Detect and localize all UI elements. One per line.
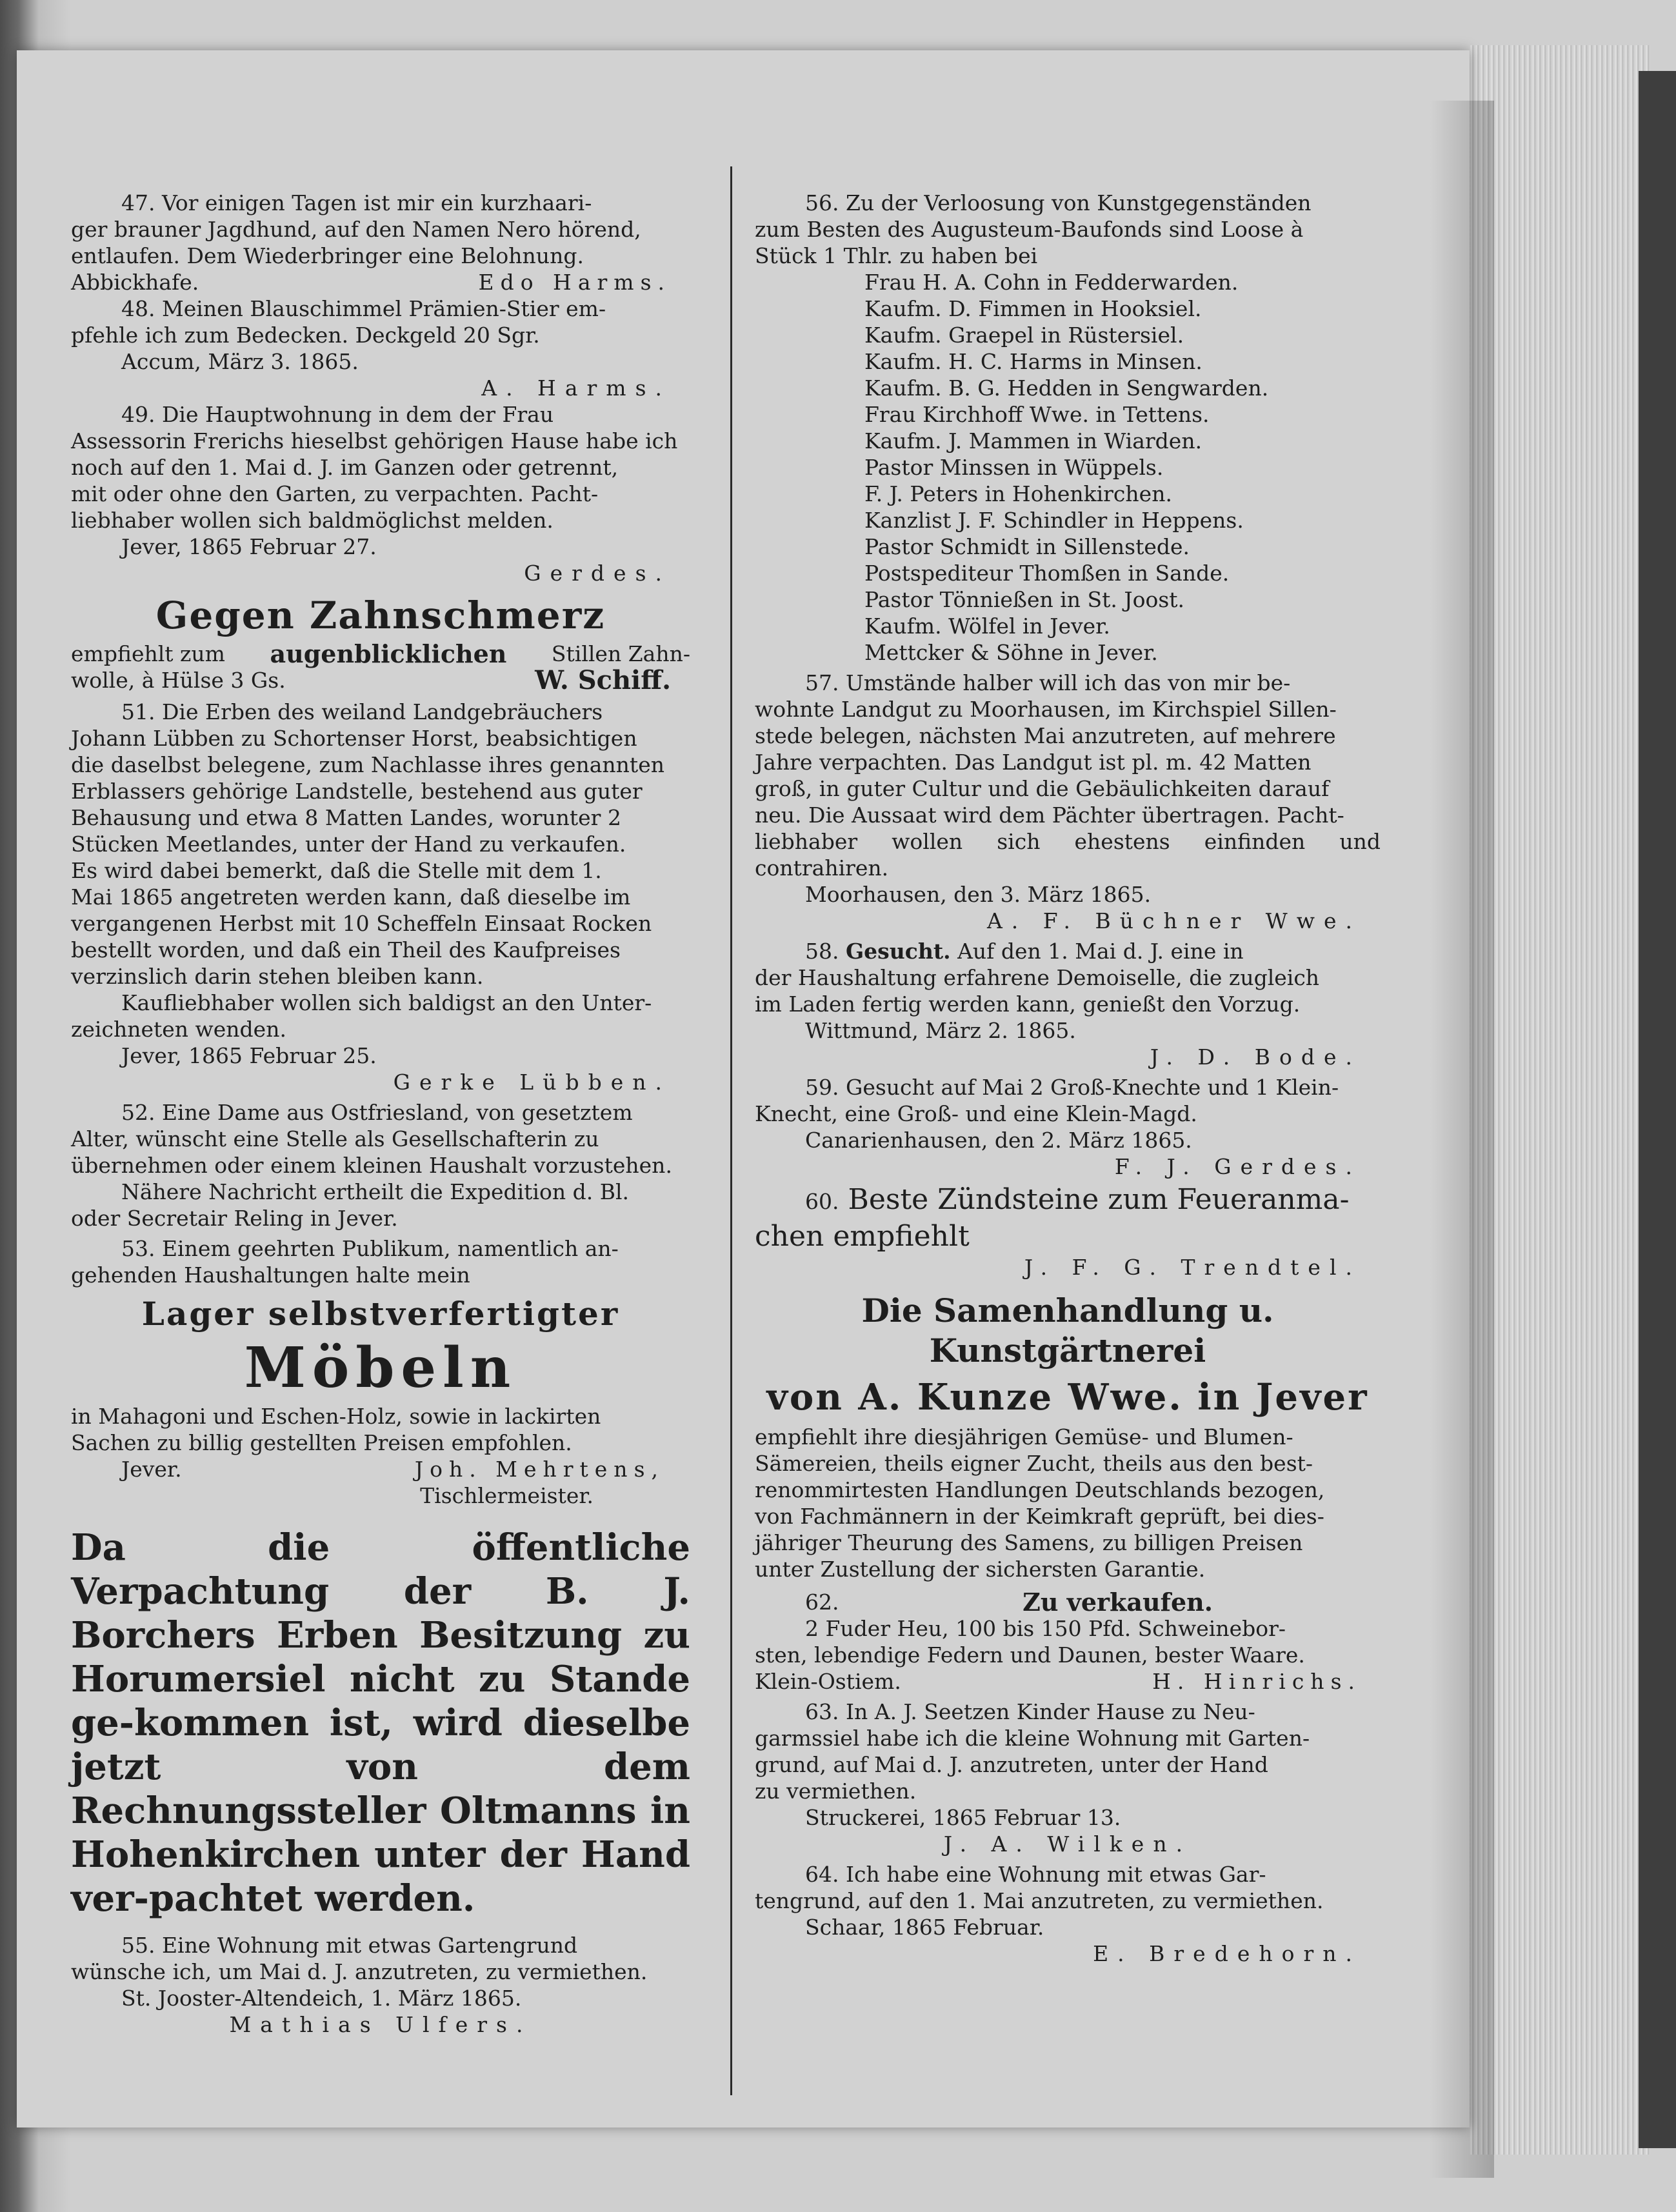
book-cover-edge bbox=[1639, 71, 1676, 2148]
list-item: Kaufm. H. C. Harms in Minsen. bbox=[864, 349, 1202, 374]
ad-61 bbox=[755, 1291, 1381, 1582]
ad-line: sten, lebendige Federn und Daunen, bester Waare. bbox=[755, 1642, 1305, 1668]
list-item: Postspediteur Thomßen in Sande. bbox=[864, 561, 1230, 586]
ad-text: Stillen Zahn- bbox=[551, 641, 690, 666]
ad-line: zeichneten wenden. bbox=[71, 1017, 286, 1042]
ad-line: oder Secretair Reling in Jever. bbox=[71, 1206, 398, 1231]
ad-line: 47. Vor einigen Tagen ist mir ein kurzhaari- bbox=[121, 190, 592, 215]
binding-shadow bbox=[1430, 101, 1494, 2178]
ad-line: unter Zustellung der sichersten Garantie. bbox=[755, 1557, 1206, 1582]
ad-line: 56. Zu der Verloosung von Kunstgegenständen bbox=[805, 190, 1312, 215]
ad-line: chen empfiehlt bbox=[755, 1220, 970, 1253]
ad-line: ger brauner Jagdhund, auf den Namen Nero hörend, bbox=[71, 217, 641, 242]
ad-line: die daselbst belegene, zum Nachlasse ihres genannten bbox=[71, 752, 664, 777]
ad-line: Struckerei, 1865 Februar 13. bbox=[805, 1805, 1121, 1830]
ad-signer: Gerdes. bbox=[524, 561, 671, 586]
ad-line: übernehmen oder einem kleinen Haushalt vorzustehen. bbox=[71, 1153, 672, 1178]
ad-line: verzinslich darin stehen bleiben kann. bbox=[71, 964, 484, 989]
ad-line: 52. Eine Dame aus Ostfriesland, von gesetztem bbox=[121, 1100, 633, 1125]
ad-line: bestellt worden, und daß ein Theil des Kaufpreises bbox=[71, 937, 621, 962]
ad-signature-row bbox=[71, 1456, 690, 1482]
ad-line: Alter, wünscht eine Stelle als Gesellschafterin zu bbox=[71, 1126, 599, 1151]
ad-line: Stücken Meetlandes, unter der Hand zu verkaufen. bbox=[71, 832, 626, 857]
ad-signer: J. F. G. Trendtel. bbox=[1024, 1255, 1361, 1280]
ad-line: Accum, März 3. 1865. bbox=[121, 349, 359, 374]
ad-line: in Mahagoni und Eschen-Holz, sowie in lackirten bbox=[71, 1404, 601, 1429]
ad-line: noch auf den 1. Mai d. J. im Ganzen oder getrennt, bbox=[71, 455, 619, 480]
ad-line: empfiehlt ihre diesjährigen Gemüse- und Blumen- bbox=[755, 1424, 1293, 1450]
list-item: Pastor Schmidt in Sillenstede. bbox=[864, 534, 1190, 559]
ad-line: zum Besten des Augusteum-Baufonds sind Loose à bbox=[755, 217, 1304, 242]
ad-heading: Gegen Zahnschmerz bbox=[155, 593, 606, 637]
ad-54-notice: Da die öffentliche Verpachtung der B. J. Borchers Erben Besitzung zu Horumersiel nicht zu Stande ge-kommen ist, wird dieselbe jetzt von dem Rechnungssteller Oltmanns in Hohenkirchen unter der Hand ver-pachtet werden. bbox=[71, 1526, 690, 1920]
ad-line: Kaufliebhaber wollen sich baldigst an den Unter- bbox=[121, 990, 652, 1015]
ad-place: Klein-Ostiem. bbox=[755, 1669, 901, 1694]
ad-47 bbox=[71, 190, 690, 295]
list-item: Pastor Tönnießen in St. Joost. bbox=[864, 587, 1185, 612]
ad-line: Mai 1865 angetreten werden kann, daß dieselbe im bbox=[71, 884, 631, 910]
ad-line: Moorhausen, den 3. März 1865. bbox=[805, 882, 1152, 907]
list-item: Pastor Minssen in Wüppels. bbox=[864, 455, 1164, 480]
list-item: Mettcker & Söhne in Jever. bbox=[864, 640, 1158, 665]
ad-emphasis: augenblicklichen bbox=[270, 639, 507, 668]
ad-line: der Haushaltung erfahrene Demoiselle, die zugleich bbox=[755, 965, 1320, 990]
ad-line: entlaufen. Dem Wiederbringer eine Belohnung. bbox=[71, 243, 584, 268]
ad-58 bbox=[755, 938, 1381, 1070]
list-item: Frau H. A. Cohn in Fedderwarden. bbox=[864, 270, 1239, 295]
ad-signer: A. F. Büchner Wwe. bbox=[986, 908, 1361, 933]
ad-line: zu vermiethen. bbox=[755, 1779, 917, 1804]
ad-line: Jever, 1865 Februar 25. bbox=[121, 1043, 377, 1068]
ad-53 bbox=[71, 1235, 690, 1509]
ad-line: Knecht, eine Groß- und eine Klein-Magd. bbox=[755, 1101, 1197, 1126]
ad-line: 49. Die Hauptwohnung in dem der Frau bbox=[121, 402, 554, 427]
ad-heading: Zu verkaufen. bbox=[1023, 1588, 1213, 1617]
ad-51 bbox=[71, 699, 690, 1095]
left-column bbox=[71, 190, 690, 2038]
ad-signer: J. D. Bode. bbox=[1150, 1044, 1361, 1070]
ad-heading: Die Samenhandlung u. Kunstgärtnerei bbox=[861, 1291, 1274, 1370]
seller-list bbox=[755, 269, 1381, 666]
ad-55 bbox=[71, 1932, 690, 2038]
ad-line: pfehle ich zum Bedecken. Deckgeld 20 Sgr. bbox=[71, 323, 540, 348]
ad-signer: E. Bredehorn. bbox=[1093, 1941, 1361, 1966]
list-item: Kaufm. D. Fimmen in Hooksiel. bbox=[864, 296, 1202, 321]
ad-48 bbox=[71, 295, 690, 401]
ad-signer-title: Tischlermeister. bbox=[420, 1483, 594, 1508]
ad-signer: A. Harms. bbox=[481, 375, 671, 401]
ad-line bbox=[71, 641, 690, 667]
ad-signer: J. A. Wilken. bbox=[943, 1831, 1192, 1857]
ad-59 bbox=[755, 1074, 1381, 1180]
book-page-edges bbox=[1470, 45, 1650, 2155]
ad-line: Nähere Nachricht ertheilt die Expedition d. Bl. bbox=[121, 1179, 629, 1204]
ad-line: Johann Lübben zu Schortenser Horst, beabsichtigen bbox=[71, 726, 637, 751]
list-item: Kaufm. Graepel in Rüstersiel. bbox=[864, 323, 1184, 348]
right-column bbox=[755, 190, 1381, 1967]
ad-line: 57. Umstände halber will ich das von mir be- bbox=[805, 670, 1291, 695]
ad-signer: Edo Harms. bbox=[478, 270, 671, 295]
ad-line: renommirtesten Handlungen Deutschlands bezogen, bbox=[755, 1477, 1325, 1502]
ad-line: liebhaber wollen sich ehestens einfinden und contrahiren. bbox=[755, 829, 1381, 881]
ad-line bbox=[755, 1182, 1381, 1219]
ad-line: wünsche ich, um Mai d. J. anzutreten, zu vermiethen. bbox=[71, 1959, 648, 1984]
ad-place: Abbickhafe. bbox=[71, 270, 199, 295]
ad-signer: F. J. Gerdes. bbox=[1114, 1154, 1361, 1179]
ad-number: 60. bbox=[805, 1189, 839, 1214]
ad-number: 58. bbox=[805, 939, 839, 964]
ad-line: stede belegen, nächsten Mai anzutreten, auf mehrere bbox=[755, 723, 1336, 748]
ad-line: 53. Einem geehrten Publikum, namentlich an- bbox=[121, 1236, 619, 1261]
ad-line: Assessorin Frerichs hieselbst gehörigen Hause habe ich bbox=[71, 428, 678, 453]
ad-signer: Gerke Lübben. bbox=[393, 1070, 671, 1095]
ad-line: im Laden fertig werden kann, genießt den Vorzug. bbox=[755, 991, 1301, 1017]
ad-signer: H. Hinrichs. bbox=[1152, 1669, 1361, 1694]
ad-line: Es wird dabei bemerkt, daß die Stelle mit dem 1. bbox=[71, 858, 602, 883]
ad-line: Wittmund, März 2. 1865. bbox=[805, 1018, 1076, 1043]
ad-heading: Lager selbstverfertigter bbox=[141, 1295, 620, 1333]
ad-60 bbox=[755, 1182, 1381, 1280]
ad-line: gehenden Haushaltungen halte mein bbox=[71, 1262, 470, 1288]
ad-place: Jever. bbox=[121, 1457, 182, 1482]
ad-63 bbox=[755, 1699, 1381, 1857]
ad-line: Canarienhausen, den 2. März 1865. bbox=[805, 1128, 1192, 1153]
ad-line: 55. Eine Wohnung mit etwas Gartengrund bbox=[121, 1933, 578, 1958]
list-item: Kaufm. Wölfel in Jever. bbox=[864, 613, 1110, 639]
ad-line: Jever, 1865 Februar 27. bbox=[121, 534, 377, 559]
ad-line: Sämereien, theils eigner Zucht, theils aus den best- bbox=[755, 1451, 1313, 1476]
ad-line: mit oder ohne den Garten, zu verpachten. Pacht- bbox=[71, 481, 599, 506]
ad-56 bbox=[755, 190, 1381, 666]
ad-line: Sachen zu billig gestellten Preisen empfohlen. bbox=[71, 1430, 572, 1455]
ad-line: 59. Gesucht auf Mai 2 Groß-Knechte und 1 Klein- bbox=[805, 1075, 1339, 1100]
ad-line: grund, auf Mai d. J. anzutreten, unter der Hand bbox=[755, 1752, 1268, 1777]
ad-text: wolle, à Hülse 3 Gs. bbox=[71, 668, 286, 693]
ad-line: groß, in guter Cultur und die Gebäulichkeiten darauf bbox=[755, 776, 1330, 801]
ad-line: neu. Die Aussaat wird dem Pächter übertragen. Pacht- bbox=[755, 802, 1344, 828]
ad-heading-large: von A. Kunze Wwe. in Jever bbox=[766, 1376, 1369, 1419]
ad-line: vergangenen Herbst mit 10 Scheffeln Einsaat Rocken bbox=[71, 911, 652, 936]
ad-signer: Mathias Ulfers. bbox=[229, 2012, 532, 2037]
ad-line: von Fachmännern in der Keimkraft geprüft, bei dies- bbox=[755, 1504, 1324, 1529]
ad-line: Jahre verpachten. Das Landgut ist pl. m. 42 Matten bbox=[755, 750, 1312, 775]
ad-line: Behausung und etwa 8 Matten Landes, worunter 2 bbox=[71, 805, 621, 830]
list-item: Kaufm. B. G. Hedden in Sengwarden. bbox=[864, 375, 1269, 401]
ad-line: 51. Die Erben des weiland Landgebräuchers bbox=[121, 699, 603, 724]
column-divider bbox=[730, 166, 732, 2095]
ad-emphasis: Gesucht. bbox=[845, 939, 951, 964]
ad-line: 63. In A. J. Seetzen Kinder Hause zu Neu- bbox=[805, 1699, 1255, 1724]
list-item: Kaufm. J. Mammen in Wiarden. bbox=[864, 428, 1202, 453]
ad-signer: Joh. Mehrtens, bbox=[414, 1457, 664, 1482]
ad-line: Schaar, 1865 Februar. bbox=[805, 1915, 1044, 1940]
ad-signature-row bbox=[71, 269, 690, 295]
ad-number: 62. bbox=[805, 1589, 839, 1615]
ad-line: Erblassers gehörige Landstelle, bestehend aus guter bbox=[71, 779, 643, 804]
ad-line: garmssiel habe ich die kleine Wohnung mit Garten- bbox=[755, 1726, 1310, 1751]
ad-text: Auf den 1. Mai d. J. eine in bbox=[957, 939, 1244, 964]
ad-line bbox=[755, 938, 1381, 964]
ad-line bbox=[755, 1589, 1381, 1615]
ad-57 bbox=[755, 670, 1381, 934]
ad-line: tengrund, auf den 1. Mai anzutreten, zu vermiethen. bbox=[755, 1888, 1324, 1913]
ad-signature-row bbox=[755, 1668, 1381, 1695]
ad-52 bbox=[71, 1099, 690, 1231]
ad-text: empfiehlt zum bbox=[71, 641, 225, 666]
ad-line: 48. Meinen Blauschimmel Prämien-Stier em- bbox=[121, 296, 606, 321]
ad-text: Beste Zündsteine zum Feueranma- bbox=[848, 1183, 1350, 1216]
ad-line: 64. Ich habe eine Wohnung mit etwas Gar- bbox=[805, 1862, 1266, 1887]
list-item: Frau Kirchhoff Wwe. in Tettens. bbox=[864, 402, 1210, 427]
ad-line: Stück 1 Thlr. zu haben bei bbox=[755, 243, 1038, 268]
list-item: F. J. Peters in Hohenkirchen. bbox=[864, 481, 1172, 506]
ad-line: liebhaber wollen sich baldmöglichst melden. bbox=[71, 508, 554, 533]
ad-line: wohnte Landgut zu Moorhausen, im Kirchspiel Sillen- bbox=[755, 697, 1337, 722]
ad-62 bbox=[755, 1589, 1381, 1695]
ad-line: St. Jooster-Altendeich, 1. März 1865. bbox=[121, 1986, 522, 2011]
ad-49 bbox=[71, 401, 690, 586]
ad-50 bbox=[71, 593, 690, 693]
ad-line: 2 Fuder Heu, 100 bis 150 Pfd. Schweinebor- bbox=[805, 1616, 1286, 1641]
ad-64 bbox=[755, 1861, 1381, 1967]
ad-line: jähriger Theurung des Samens, zu billigen Preisen bbox=[755, 1530, 1303, 1555]
list-item: Kanzlist J. F. Schindler in Heppens. bbox=[864, 508, 1244, 533]
ad-heading-large: Möbeln bbox=[244, 1335, 517, 1400]
ad-line bbox=[71, 667, 690, 693]
newspaper-page bbox=[17, 50, 1470, 2127]
ad-signer: W. Schiff. bbox=[535, 665, 671, 695]
